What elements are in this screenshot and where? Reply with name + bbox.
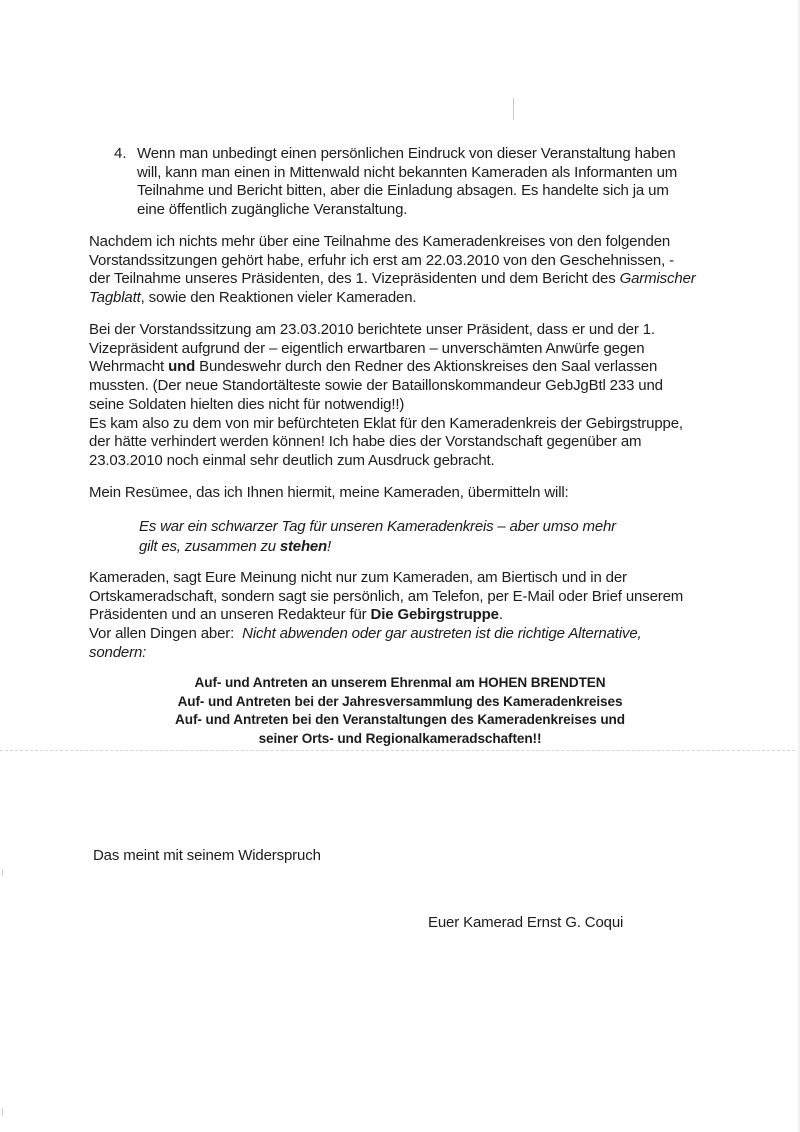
italic-text: sondern: xyxy=(89,643,147,661)
paragraph-text: Vor allen Dingen aber: xyxy=(89,625,243,643)
quote-line xyxy=(139,537,616,557)
paragraph-text: der Teilnahme unseres Präsidenten, des 1. Vizepräsidenten und dem Bericht des xyxy=(89,270,620,288)
paragraph-line: seine Soldaten hielten dies nicht für notwendig!!) xyxy=(89,395,405,413)
appeal-line: Auf- und Antreten bei den Veranstaltungen des Kameradenkreises und xyxy=(175,712,625,728)
list-item-line: Wenn man unbedingt einen persönlichen Eindruck von dieser Veranstaltung haben xyxy=(137,145,676,162)
paragraph-line xyxy=(89,289,696,308)
paragraph-line xyxy=(89,270,696,289)
paragraph-line: Vorstandssitzungen gehört habe, erfuhr ich erst am 22.03.2010 von den Geschehnissen, - xyxy=(89,251,674,269)
resumee-line: Mein Resümee, das ich Ihnen hiermit, meine Kameraden, übermitteln will: xyxy=(89,484,569,501)
paragraph-line xyxy=(89,625,683,644)
paragraph-line: 23.03.2010 noch einmal sehr deutlich zum Ausdruck gebracht. xyxy=(89,451,495,469)
paragraph-line xyxy=(89,358,683,377)
appeal-line: seiner Orts- und Regionalkameradschaften!! xyxy=(258,731,542,747)
list-number: 4. xyxy=(114,145,127,162)
appeal-line: Auf- und Antreten an unserem Ehrenmal am HOHEN BRENDTEN xyxy=(194,675,606,690)
closing-line: Das meint mit seinem Widerspruch xyxy=(93,847,321,864)
paragraph-line: der hätte verhindert werden können! Ich habe dies der Vorstandschaft gegenüber am xyxy=(89,433,642,451)
paragraph-text: Wehrmacht xyxy=(89,358,169,376)
paragraph-text: Präsidenten und an unseren Redakteur für xyxy=(89,606,371,624)
fold-line xyxy=(0,750,800,751)
emphasis-text: und xyxy=(168,358,196,376)
paragraph-text: . xyxy=(498,606,503,624)
paragraph-line: mussten. (Der neue Standortälteste sowie der Bataillonskommandeur GebJgBtl 233 und xyxy=(89,377,663,395)
emphasis-text: stehen xyxy=(279,537,328,555)
paragraph-line: Bei der Vorstandssitzung am 23.03.2010 berichtete unser Präsident, dass er und der 1. xyxy=(89,321,655,338)
quote-text: gilt es, zusammen zu xyxy=(139,537,280,555)
paragraph-line: Nachdem ich nichts mehr über eine Teilnahme des Kameradenkreises von den folgenden xyxy=(89,233,671,250)
scan-artifact-mark xyxy=(2,870,3,876)
paragraph-line: Ortskameradschaft, sondern sagt sie persönlich, am Telefon, per E-Mail oder Brief unserem xyxy=(89,587,684,605)
scan-artifact-mark xyxy=(513,98,514,120)
appeal-line: Auf- und Antreten bei der Jahresversammlung des Kameradenkreises xyxy=(177,693,623,709)
paragraph-line: Es kam also zu dem von mir befürchteten Eklat für den Kameradenkreis der Gebirgstruppe, xyxy=(89,414,683,432)
paragraph-line xyxy=(89,606,683,625)
list-item-line: eine öffentlich zugängliche Veranstaltung. xyxy=(137,201,408,219)
list-item-line: Teilnahme und Bericht bitten, aber die Einladung absagen. Es handelte sich ja um xyxy=(137,182,669,200)
magazine-name: Die Gebirgstruppe xyxy=(370,606,499,624)
paragraph-line: Vizepräsident aufgrund der – eigentlich erwartbaren – unverschämten Anwürfe gegen xyxy=(89,339,645,357)
list-item-4 xyxy=(137,145,677,220)
quote-text: ! xyxy=(327,537,331,555)
paragraph-kameraden xyxy=(89,569,683,663)
paragraph-vorstandssitzung xyxy=(89,321,683,471)
paragraph-nachdem xyxy=(89,233,696,308)
scan-artifact-mark xyxy=(2,1108,3,1116)
paragraph-line xyxy=(89,644,683,663)
newspaper-name: Tagblatt xyxy=(89,289,141,307)
appeal-block xyxy=(150,674,650,749)
italic-text: Nicht abwenden oder gar austreten ist die richtige Alternative, xyxy=(242,625,642,643)
quote-block xyxy=(139,517,616,556)
quote-line: Es war ein schwarzer Tag für unseren Kameradenkreis – aber umso mehr xyxy=(139,518,616,535)
paragraph-text: , sowie den Reaktionen vieler Kameraden. xyxy=(140,289,417,307)
paragraph-line: Kameraden, sagt Eure Meinung nicht nur zum Kameraden, am Biertisch und in der xyxy=(89,569,627,586)
signature: Euer Kamerad Ernst G. Coqui xyxy=(428,914,624,931)
newspaper-name: Garmischer xyxy=(619,270,696,288)
paragraph-text: Bundeswehr durch den Redner des Aktionskreises den Saal verlassen xyxy=(195,358,658,376)
list-item-line: will, kann man einen in Mittenwald nicht bekannten Kameraden als Informanten um xyxy=(137,163,678,181)
